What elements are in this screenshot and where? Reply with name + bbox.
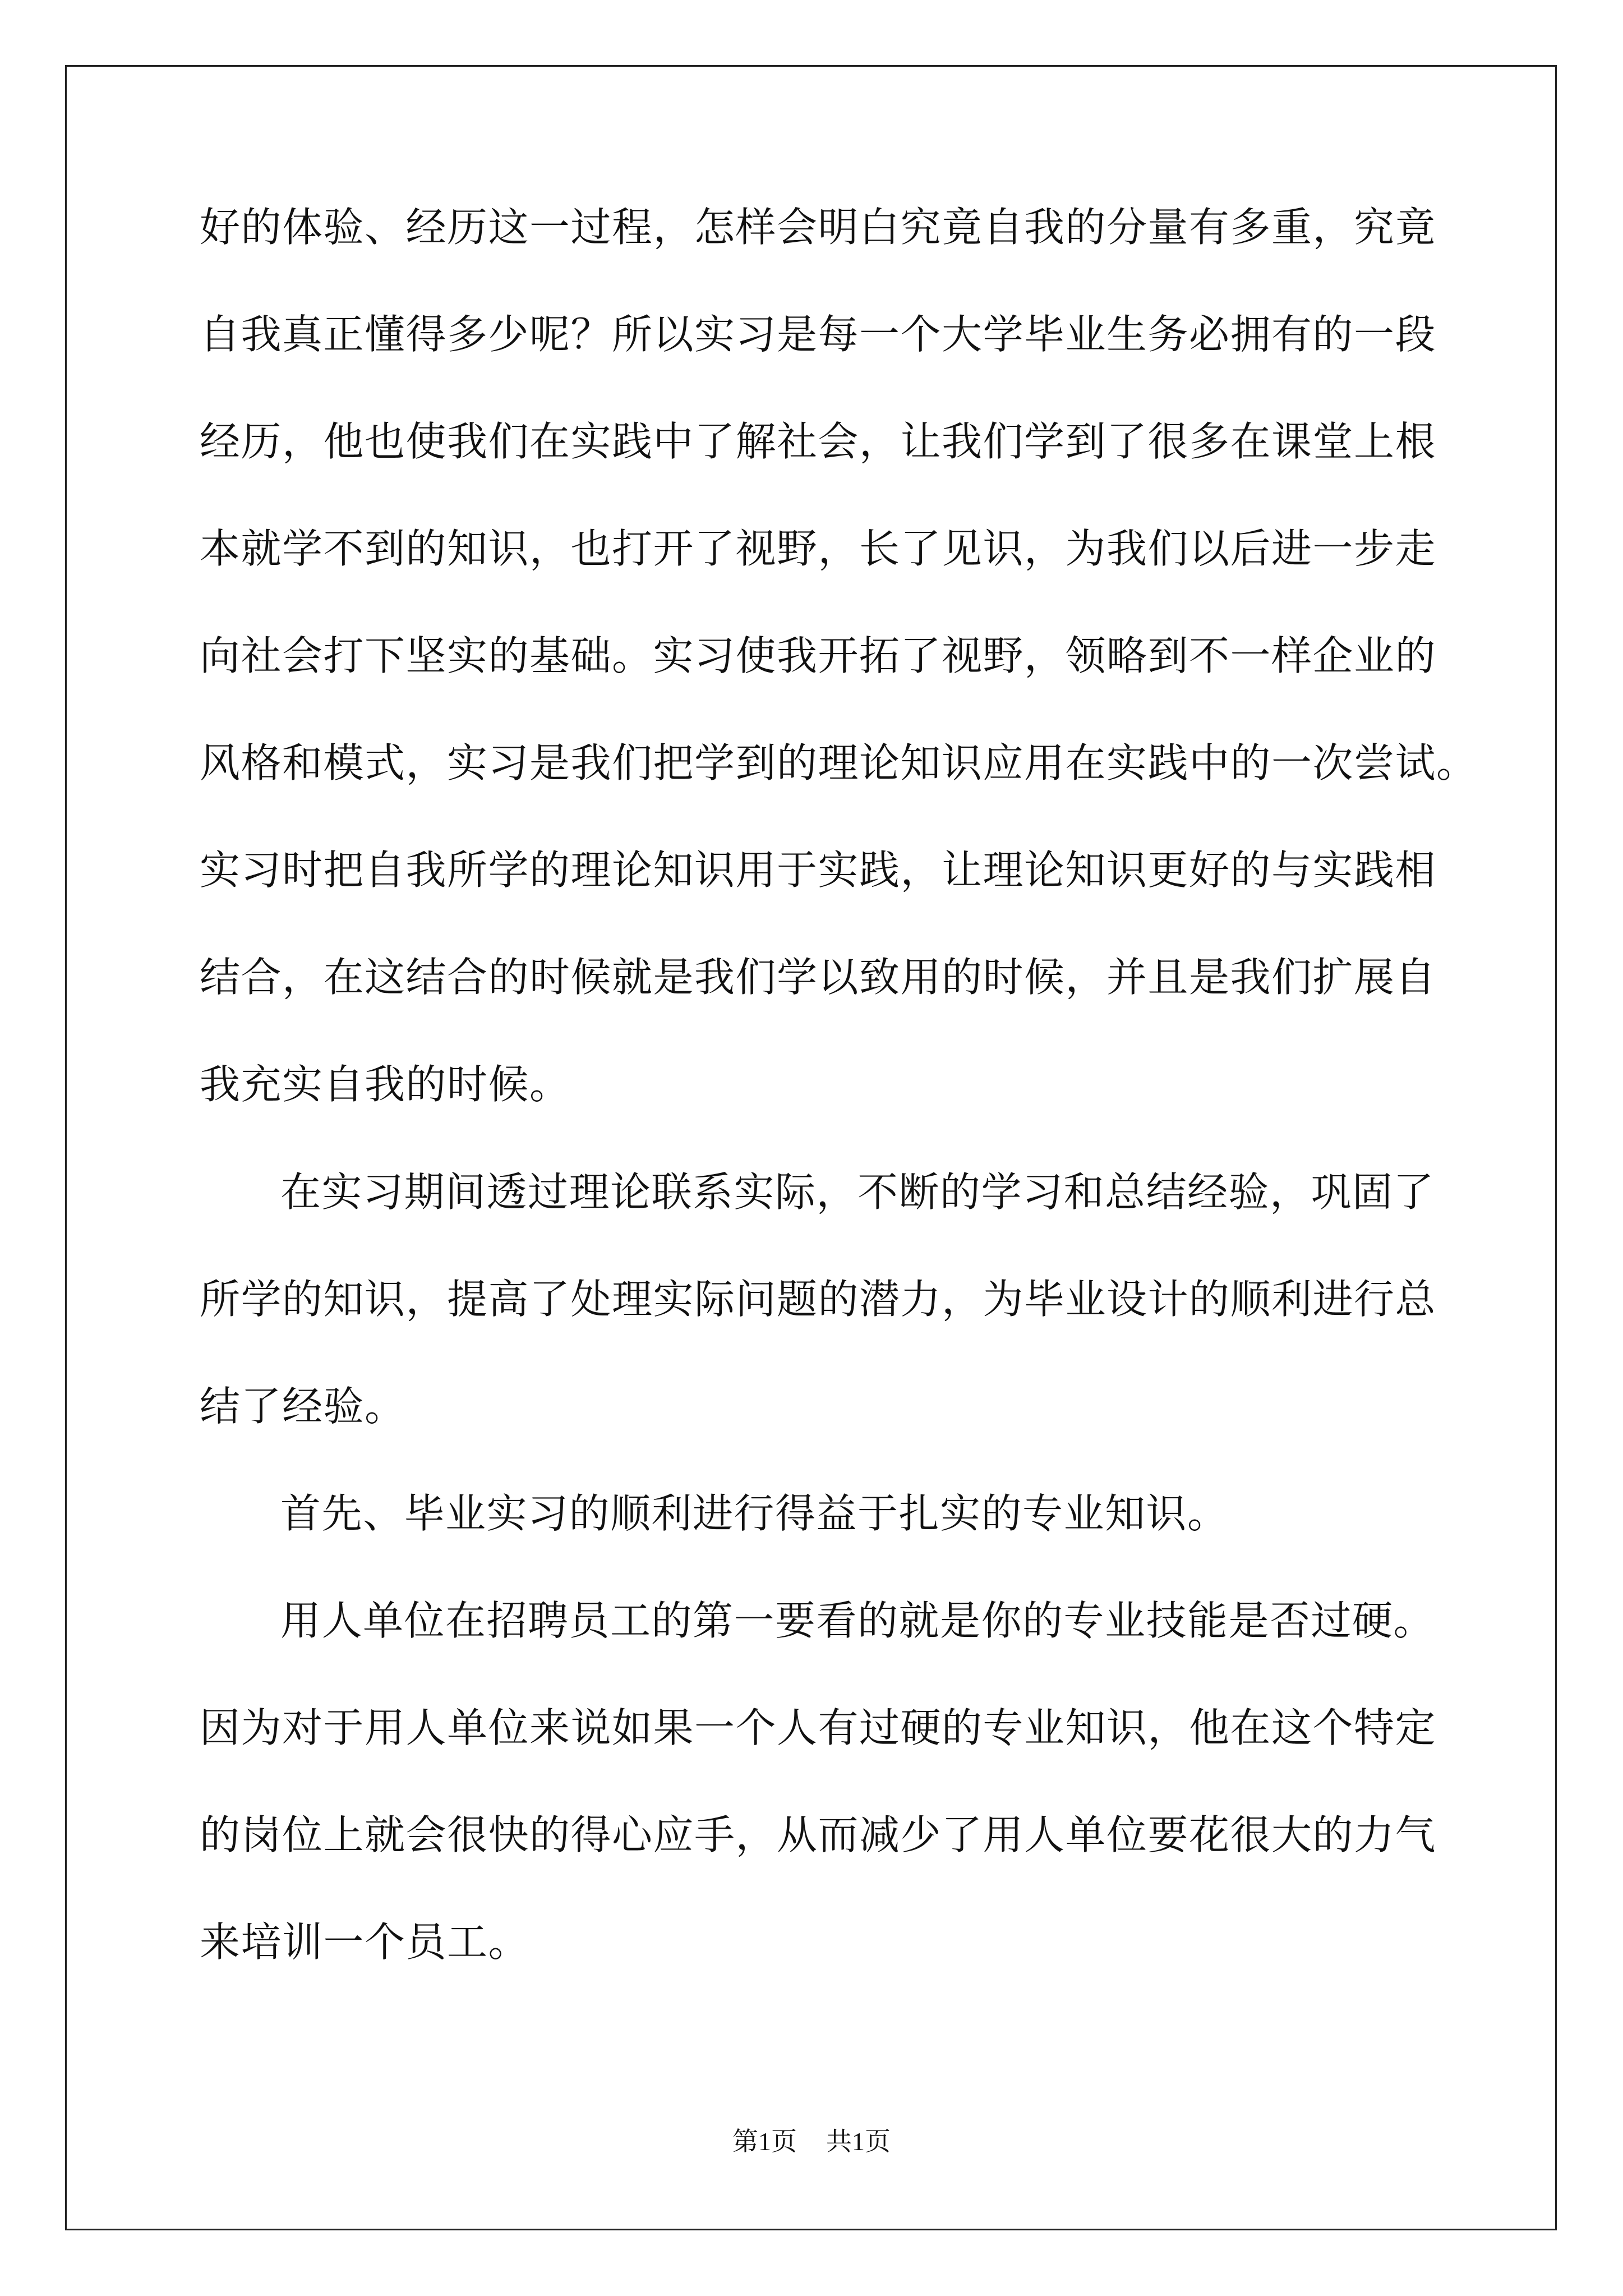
text-line: 实习时把自我所学的理论知识用于实践，让理论知识更好的与实践相 bbox=[200, 846, 1437, 894]
text-line: 来培训一个员工。 bbox=[200, 1918, 530, 1966]
paragraph-first-line: 在实习期间透过理论联系实际，不断的学习和总结经验，巩固了 bbox=[280, 1168, 1435, 1216]
text-line: 我充实自我的时候。 bbox=[200, 1061, 571, 1108]
text-line: 风格和模式，实习是我们把学到的理论知识应用在实践中的一次尝试。 bbox=[200, 739, 1478, 786]
text-line: 结了经验。 bbox=[200, 1383, 406, 1430]
total-pages-label: 共1页 bbox=[826, 2127, 891, 2156]
current-page-label: 第1页 bbox=[732, 2127, 797, 2156]
text-line: 向社会打下坚实的基础。实习使我开拓了视野，领略到不一样企业的 bbox=[200, 632, 1437, 679]
text-line: 自我真正懂得多少呢？所以实习是每一个大学毕业生务必拥有的一段 bbox=[200, 311, 1437, 358]
text-line: 因为对于用人单位来说如果一个人有过硬的专业知识，他在这个特定 bbox=[200, 1704, 1437, 1751]
paragraph-first-line: 首先、毕业实习的顺利进行得益于扎实的专业知识。 bbox=[280, 1490, 1229, 1537]
paragraph-first-line: 用人单位在招聘员工的第一要看的就是你的专业技能是否过硬。 bbox=[280, 1597, 1435, 1644]
text-line: 好的体验、经历这一过程，怎样会明白究竟自我的分量有多重，究竟 bbox=[200, 204, 1437, 251]
text-line: 经历，他也使我们在实践中了解社会，让我们学到了很多在课堂上根 bbox=[200, 418, 1437, 465]
page-border bbox=[65, 65, 1557, 2230]
page-footer bbox=[0, 2125, 1623, 2159]
text-line: 的岗位上就会很快的得心应手，从而减少了用人单位要花很大的力气 bbox=[200, 1811, 1437, 1858]
text-line: 本就学不到的知识，也打开了视野，长了见识，为我们以后进一步走 bbox=[200, 525, 1437, 572]
text-line: 所学的知识，提高了处理实际问题的潜力，为毕业设计的顺利进行总 bbox=[200, 1276, 1437, 1323]
text-line: 结合，在这结合的时候就是我们学以致用的时候，并且是我们扩展自 bbox=[200, 954, 1437, 1001]
